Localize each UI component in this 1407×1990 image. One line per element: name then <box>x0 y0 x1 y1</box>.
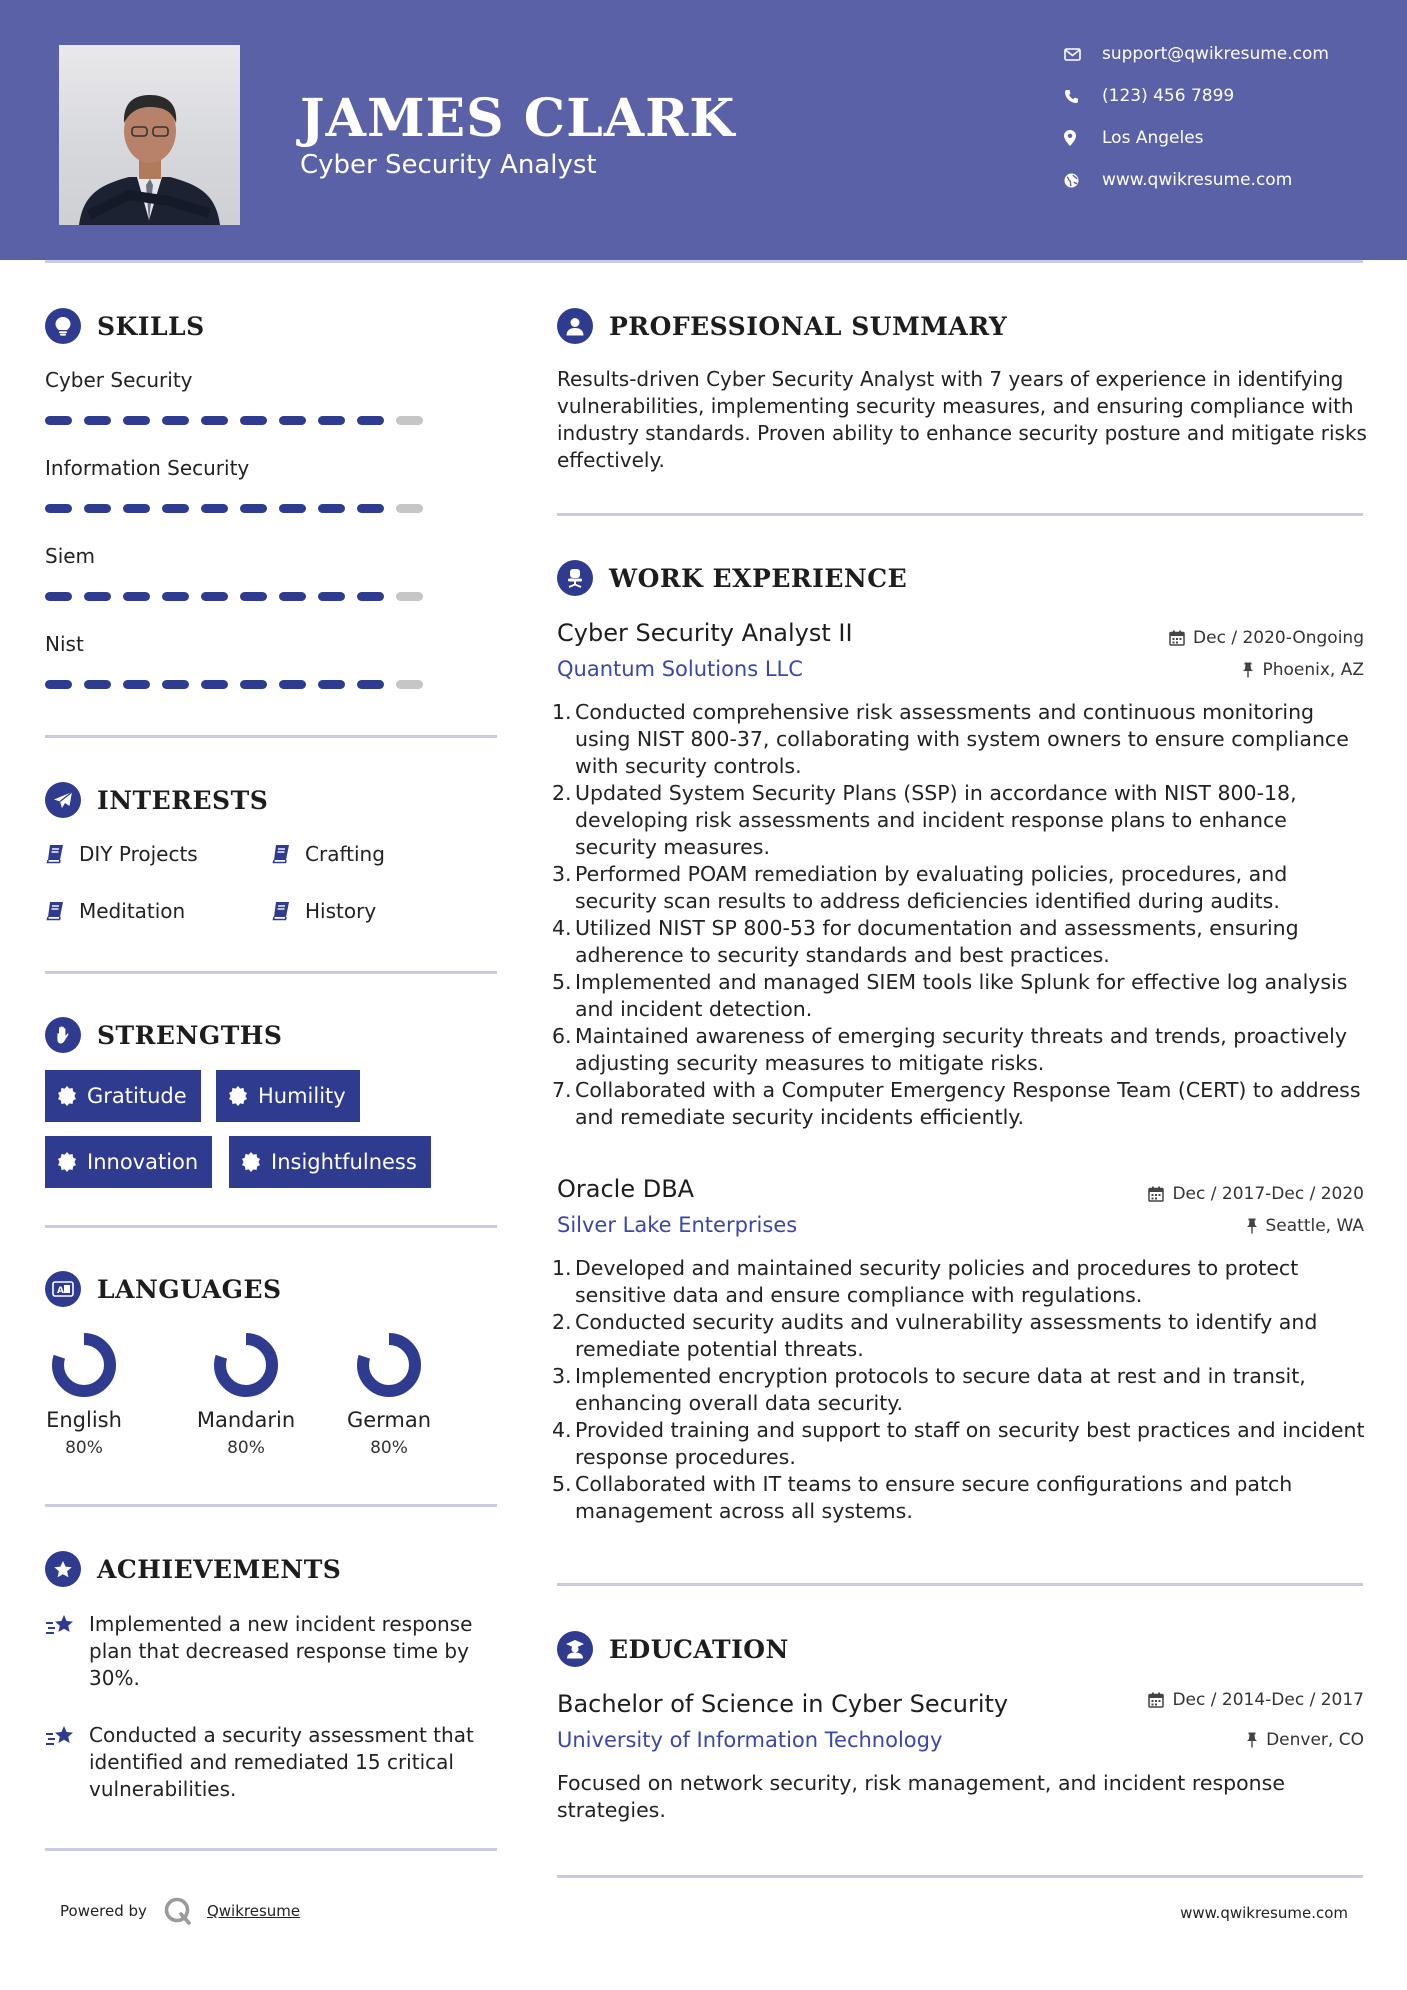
skill-level-dash <box>45 504 72 513</box>
skill-level-dash <box>84 592 111 601</box>
shooting-star-icon <box>45 1724 77 1750</box>
candidate-name: JAMES CLARK <box>300 88 736 149</box>
skill-level-dash <box>318 416 345 425</box>
strength-tag <box>216 1070 360 1122</box>
strength-label: Gratitude <box>87 1084 187 1108</box>
language-progress-ring <box>51 1332 117 1398</box>
contact-email-text: support@qwikresume.com <box>1102 44 1329 64</box>
bullet-text: Collaborated with IT teams to ensure secure configurations and patch management across all systems. <box>575 1472 1293 1523</box>
bullet-number: 4. <box>552 1418 572 1442</box>
interest-item <box>271 899 376 923</box>
section-divider <box>45 1504 497 1507</box>
badge-icon <box>228 1086 248 1106</box>
job-bullets <box>552 699 1372 1131</box>
job-dates <box>1148 1184 1364 1204</box>
education-dates <box>1148 1690 1364 1710</box>
achievement-text: Conducted a security assessment that identified and remediated 15 critical vulnerabilities. <box>89 1723 474 1801</box>
job-dates <box>1169 628 1364 648</box>
skill-level-dash <box>162 416 189 425</box>
skill-level-dash <box>396 504 423 513</box>
contact-location <box>1064 123 1394 153</box>
job-location-text: Seattle, WA <box>1265 1216 1364 1236</box>
bullet-number: 3. <box>552 862 572 886</box>
skill-level-dash <box>201 504 228 513</box>
skill-level-dash <box>357 416 384 425</box>
skill-level-dash <box>357 592 384 601</box>
degree-title: Bachelor of Science in Cyber Security <box>557 1690 1009 1718</box>
job-bullet <box>552 1023 1372 1077</box>
job-company: Silver Lake Enterprises <box>557 1213 798 1237</box>
resume-header <box>0 0 1407 260</box>
interest-item <box>45 842 198 866</box>
office-chair-icon <box>557 560 593 596</box>
school-name: University of Information Technology <box>557 1728 943 1752</box>
strengths-heading <box>45 1017 282 1053</box>
section-divider <box>45 1848 497 1851</box>
bullet-number: 7. <box>552 1078 572 1102</box>
contact-phone-text: (123) 456 7899 <box>1102 86 1235 106</box>
bullet-text: Developed and maintained security policies and procedures to protect sensitive data and ensure compliance with regulations. <box>575 1256 1299 1307</box>
skill-level-dash <box>396 680 423 689</box>
bullet-number: 1. <box>552 1256 572 1280</box>
skill-level-dash <box>84 680 111 689</box>
skill-level-dash <box>84 504 111 513</box>
skill-level-dash <box>396 592 423 601</box>
bullet-number: 1. <box>552 700 572 724</box>
job-bullet <box>552 1255 1372 1309</box>
bullet-text: Utilized NIST SP 800-53 for documentation and assessments, ensuring adherence to security standards and best practices. <box>575 916 1299 967</box>
bullet-text: Collaborated with a Computer Emergency Response Team (CERT) to address and remediate security incidents efficiently. <box>575 1078 1361 1129</box>
skill-level-dash <box>123 680 150 689</box>
skill-level-dash <box>240 592 267 601</box>
calendar-icon <box>1169 630 1185 646</box>
bullet-text: Performed POAM remediation by evaluating policies, procedures, and security scan results to address deficiencies identified during audits. <box>575 862 1288 913</box>
interest-label: Crafting <box>305 842 385 866</box>
job-title: Oracle DBA <box>557 1175 695 1203</box>
skill-level-dash <box>123 416 150 425</box>
job-location <box>1242 660 1364 680</box>
globe-icon <box>1064 173 1102 188</box>
language-progress-ring <box>213 1332 279 1398</box>
languages-title: LANGUAGES <box>97 1274 282 1304</box>
skill-level-dash <box>279 680 306 689</box>
skill-level-dash <box>357 680 384 689</box>
skill-name: Siem <box>45 544 96 568</box>
job-bullet <box>552 1417 1372 1471</box>
skill-level-dash <box>279 504 306 513</box>
language-item <box>186 1332 306 1458</box>
pushpin-icon <box>1246 1732 1258 1748</box>
skills-heading <box>45 308 205 344</box>
bullet-text: Updated System Security Plans (SSP) in accordance with NIST 800-18, developing risk assessments and incident response plans to enhance security measures. <box>575 781 1297 859</box>
contact-location-text: Los Angeles <box>1102 128 1204 148</box>
language-icon <box>45 1271 81 1307</box>
bullet-number: 6. <box>552 1024 572 1048</box>
job-bullet <box>552 1309 1372 1363</box>
profile-photo <box>59 45 240 225</box>
job-bullet <box>552 699 1372 780</box>
language-name: English <box>46 1408 122 1432</box>
strength-tag <box>45 1070 201 1122</box>
book-icon <box>45 844 65 864</box>
strength-label: Innovation <box>87 1150 199 1174</box>
mail-icon <box>1064 48 1102 61</box>
phone-icon <box>1064 89 1102 104</box>
strengths-title: STRENGTHS <box>97 1020 283 1050</box>
skill-level-bar <box>45 416 423 425</box>
education-description: Focused on network security, risk management, and incident response strategies. <box>557 1771 1285 1822</box>
qwikresume-logo-icon <box>163 1896 193 1926</box>
section-divider <box>45 971 497 974</box>
bullet-number: 3. <box>552 1364 572 1388</box>
qwikresume-link[interactable]: Qwikresume <box>206 1902 301 1920</box>
interest-item <box>45 899 185 923</box>
pushpin-icon <box>1246 1218 1258 1234</box>
skill-level-dash <box>240 504 267 513</box>
skill-level-dash <box>45 592 72 601</box>
job-bullet <box>552 780 1372 861</box>
skill-level-dash <box>279 416 306 425</box>
bullet-number: 2. <box>552 781 572 805</box>
location-pin-icon <box>1064 130 1102 146</box>
skill-level-dash <box>162 680 189 689</box>
section-divider <box>557 1583 1363 1586</box>
education-location-text: Denver, CO <box>1266 1730 1364 1750</box>
job-bullet <box>552 969 1372 1023</box>
bullet-text: Conducted security audits and vulnerability assessments to identify and remediate potential threats. <box>575 1310 1318 1361</box>
bullet-number: 4. <box>552 916 572 940</box>
interest-label: DIY Projects <box>79 842 198 866</box>
section-divider <box>557 1875 1363 1878</box>
job-bullet <box>552 1363 1372 1417</box>
contact-website-text: www.qwikresume.com <box>1102 170 1293 190</box>
calendar-icon <box>1148 1692 1164 1708</box>
contact-website[interactable] <box>1064 165 1394 195</box>
language-percent: 80% <box>227 1438 265 1458</box>
skills-title: SKILLS <box>97 311 205 341</box>
candidate-role: Cyber Security Analyst <box>300 150 597 180</box>
book-icon <box>45 901 65 921</box>
star-icon <box>45 1551 81 1587</box>
achievements-heading <box>45 1551 341 1587</box>
interests-heading <box>45 782 268 818</box>
languages-heading <box>45 1271 282 1307</box>
job-dates-text: Dec / 2017-Dec / 2020 <box>1172 1184 1364 1204</box>
skill-level-dash <box>162 592 189 601</box>
skill-level-dash <box>240 416 267 425</box>
calendar-icon <box>1148 1186 1164 1202</box>
skill-name: Nist <box>45 632 84 656</box>
skill-level-dash <box>357 504 384 513</box>
shooting-star-icon <box>45 1613 77 1639</box>
language-name: German <box>346 1408 432 1432</box>
skill-level-dash <box>279 592 306 601</box>
job-bullets <box>552 1255 1372 1525</box>
strength-label: Humility <box>258 1084 346 1108</box>
skill-name: Cyber Security <box>45 368 193 392</box>
interest-item <box>271 842 385 866</box>
bullet-text: Provided training and support to staff on security best practices and incident response procedures. <box>575 1418 1365 1469</box>
skill-level-bar <box>45 680 423 689</box>
skill-level-dash <box>84 416 111 425</box>
language-progress-ring <box>356 1332 422 1398</box>
skill-level-bar <box>45 504 423 513</box>
contact-email[interactable] <box>1064 39 1394 69</box>
summary-text: Results-driven Cyber Security Analyst with 7 years of experience in identifying vulnerabilities, implementing security measures, and ensuring compliance with industry standards. Proven ability to enhance security posture and mitigate risks effectively. <box>557 367 1367 472</box>
bullet-text: Implemented encryption protocols to secure data at rest and in transit, enhancing overall data security. <box>575 1364 1306 1415</box>
summary-heading <box>557 308 1007 344</box>
strength-tag <box>45 1136 212 1188</box>
skill-level-dash <box>201 680 228 689</box>
language-percent: 80% <box>370 1438 408 1458</box>
skill-level-dash <box>318 504 345 513</box>
paper-plane-icon <box>45 782 81 818</box>
skill-level-dash <box>240 680 267 689</box>
book-icon <box>271 844 291 864</box>
achievement-item <box>45 1722 505 1803</box>
strength-label: Insightfulness <box>271 1150 417 1174</box>
job-bullet <box>552 861 1372 915</box>
badge-icon <box>57 1086 77 1106</box>
experience-title: WORK EXPERIENCE <box>609 563 908 593</box>
bullet-text: Conducted comprehensive risk assessments and continuous monitoring using NIST 800-37, collaborating with system owners to ensure compliance with security controls. <box>575 700 1349 778</box>
achievements-title: ACHIEVEMENTS <box>97 1554 342 1584</box>
strength-tag <box>229 1136 431 1188</box>
badge-icon <box>241 1152 261 1172</box>
skill-level-dash <box>318 592 345 601</box>
job-bullet <box>552 1471 1372 1525</box>
job-company: Quantum Solutions LLC <box>557 657 803 681</box>
skill-name: Information Security <box>45 456 250 480</box>
raised-hand-icon <box>45 1017 81 1053</box>
skill-level-dash <box>201 592 228 601</box>
achievement-text: Implemented a new incident response plan that decreased response time by 30%. <box>89 1612 473 1690</box>
section-divider <box>557 513 1363 516</box>
pushpin-icon <box>1242 662 1254 678</box>
bullet-text: Implemented and managed SIEM tools like Splunk for effective log analysis and incident detection. <box>575 970 1348 1021</box>
skill-level-bar <box>45 592 423 601</box>
language-name: Mandarin <box>196 1408 296 1432</box>
footer-website[interactable]: www.qwikresume.com <box>1180 1904 1348 1922</box>
graduate-icon <box>557 1631 593 1667</box>
section-divider <box>45 735 497 738</box>
summary-title: PROFESSIONAL SUMMARY <box>609 311 1008 341</box>
skill-level-dash <box>45 680 72 689</box>
interest-label: Meditation <box>79 899 186 923</box>
bullet-number: 5. <box>552 970 572 994</box>
svg-text:A: A <box>57 1286 64 1296</box>
experience-heading <box>557 560 907 596</box>
job-location-text: Phoenix, AZ <box>1262 660 1364 680</box>
powered-by-label: Powered by <box>60 1902 147 1920</box>
skill-level-dash <box>123 592 150 601</box>
header-divider <box>45 260 1363 263</box>
skill-level-dash <box>396 416 423 425</box>
job-dates-text: Dec / 2020-Ongoing <box>1193 628 1364 648</box>
language-item <box>329 1332 449 1458</box>
bullet-number: 5. <box>552 1472 572 1496</box>
job-title: Cyber Security Analyst II <box>557 619 853 647</box>
contact-phone[interactable] <box>1064 81 1394 111</box>
skill-level-dash <box>123 504 150 513</box>
job-bullet <box>552 915 1372 969</box>
bullet-text: Maintained awareness of emerging security threats and trends, proactively adjusting security measures to mitigate risks. <box>575 1024 1347 1075</box>
skill-level-dash <box>201 416 228 425</box>
lightbulb-icon <box>45 308 81 344</box>
interest-label: History <box>305 899 377 923</box>
user-icon <box>557 308 593 344</box>
education-dates-text: Dec / 2014-Dec / 2017 <box>1172 1690 1364 1710</box>
bullet-number: 2. <box>552 1310 572 1334</box>
section-divider <box>45 1225 497 1228</box>
language-item <box>24 1332 144 1458</box>
language-percent: 80% <box>65 1438 103 1458</box>
education-heading <box>557 1631 789 1667</box>
achievement-item <box>45 1611 505 1692</box>
job-bullet <box>552 1077 1372 1131</box>
badge-icon <box>57 1152 77 1172</box>
education-location <box>1246 1730 1364 1750</box>
job-location <box>1246 1216 1365 1236</box>
skill-level-dash <box>162 504 189 513</box>
book-icon <box>271 901 291 921</box>
skill-level-dash <box>45 416 72 425</box>
footer-powered-by <box>60 1896 300 1926</box>
interests-title: INTERESTS <box>97 785 269 815</box>
skill-level-dash <box>318 680 345 689</box>
education-title: EDUCATION <box>609 1634 789 1664</box>
